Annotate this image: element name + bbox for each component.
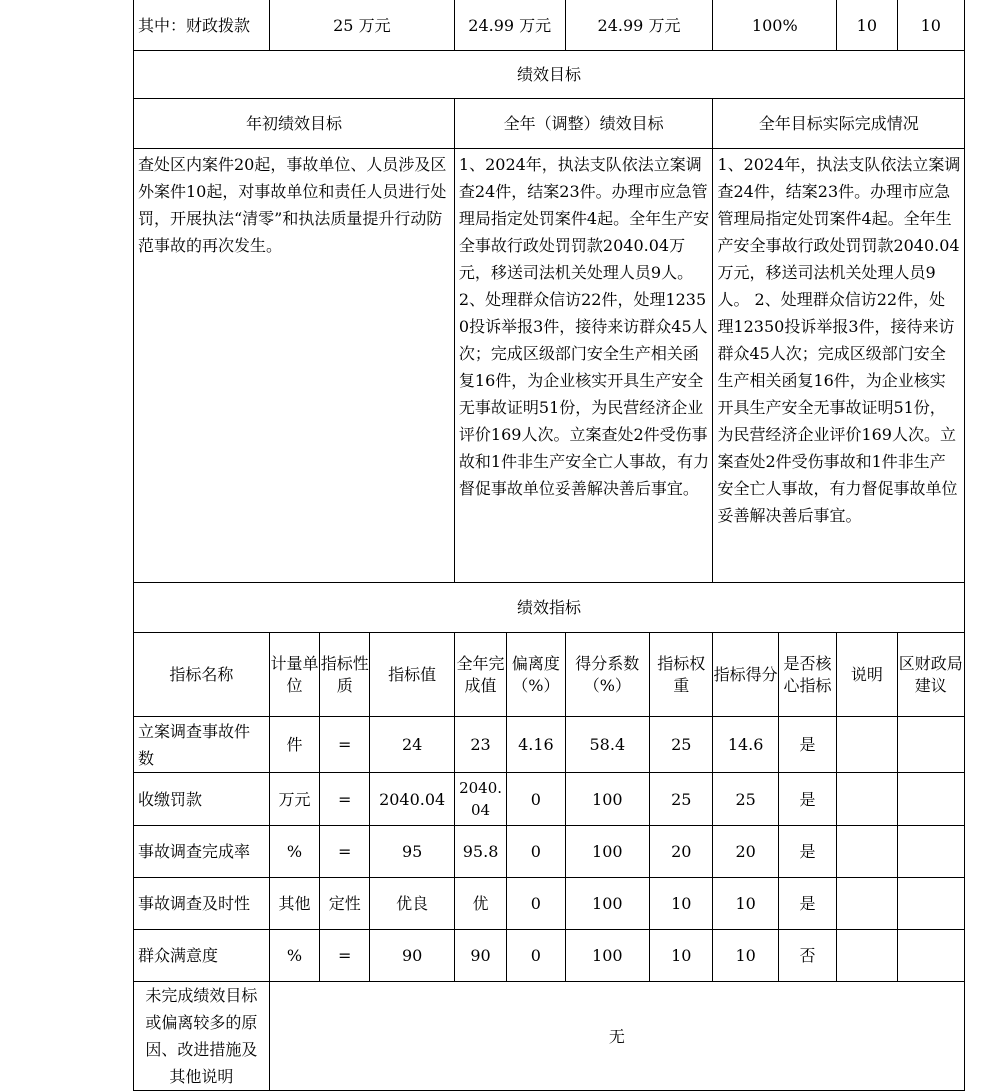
indicator-actual: 90 [454,930,506,982]
indicator-core: 是 [778,826,836,878]
indicator-core: 否 [778,930,836,982]
funding-budget: 25 万元 [269,0,454,51]
header-coef: 得分系数（%） [565,633,650,717]
indicator-deviation: 0 [507,878,565,930]
indicator-advice [897,773,964,826]
funding-label: 其中：财政拨款 [134,0,270,51]
funding-rate: 100% [713,0,837,51]
indicator-advice [897,826,964,878]
indicator-nature: = [320,717,370,773]
indicator-name: 立案调查事故件数 [134,717,270,773]
indicator-weight: 10 [650,930,713,982]
header-actual: 全年完成值 [454,633,506,717]
indicator-score: 10 [713,930,778,982]
header-nature: 指标性质 [320,633,370,717]
indicator-score: 20 [713,826,778,878]
indicator-actual: 2040.04 [454,773,506,826]
header-deviation: 偏离度（%） [507,633,565,717]
indicator-deviation: 0 [507,930,565,982]
indicator-weight: 25 [650,717,713,773]
goals-header-row [134,99,965,149]
table-row [134,717,965,773]
indicator-core: 是 [778,773,836,826]
indicator-coef: 100 [565,826,650,878]
indicator-nature: 定性 [320,878,370,930]
indicator-name: 事故调查及时性 [134,878,270,930]
indicator-coef: 100 [565,930,650,982]
indicator-note [837,826,897,878]
indicator-actual: 95.8 [454,826,506,878]
funding-adjusted: 24.99 万元 [454,0,565,51]
indicator-note [837,930,897,982]
indicator-target: 95 [370,826,455,878]
indicator-name: 群众满意度 [134,930,270,982]
indicator-coef: 58.4 [565,717,650,773]
indicator-score: 14.6 [713,717,778,773]
indicator-core: 是 [778,878,836,930]
indicator-note [837,717,897,773]
indicator-weight: 25 [650,773,713,826]
indicator-actual: 23 [454,717,506,773]
indicator-core: 是 [778,717,836,773]
funding-weight: 10 [837,0,897,51]
indicator-note [837,878,897,930]
indicator-weight: 20 [650,826,713,878]
indicator-target: 2040.04 [370,773,455,826]
header-score: 指标得分 [713,633,778,717]
indicator-advice [897,717,964,773]
header-advice: 区财政局建议 [897,633,964,717]
indicator-nature: = [320,930,370,982]
indicators-header-row [134,633,965,717]
indicator-advice [897,930,964,982]
goals-col-adjusted: 全年（调整）绩效目标 [454,99,713,149]
indicator-target: 24 [370,717,455,773]
performance-table [133,0,965,1091]
indicator-unit: 件 [269,717,319,773]
indicator-target: 优良 [370,878,455,930]
indicator-unit: 其他 [269,878,319,930]
indicator-deviation: 0 [507,773,565,826]
indicator-deviation: 4.16 [507,717,565,773]
indicator-unit: 万元 [269,773,319,826]
indicator-score: 10 [713,878,778,930]
indicators-section-title: 绩效指标 [134,583,965,633]
indicator-unit: % [269,826,319,878]
footer-value: 无 [269,982,964,1091]
indicator-actual: 优 [454,878,506,930]
indicator-coef: 100 [565,878,650,930]
indicator-nature: = [320,826,370,878]
indicator-coef: 100 [565,773,650,826]
funding-executed: 24.99 万元 [565,0,713,51]
header-core: 是否核心指标 [778,633,836,717]
table-row [134,773,965,826]
indicator-weight: 10 [650,878,713,930]
indicator-name: 事故调查完成率 [134,826,270,878]
footer-row [134,982,965,1091]
goals-adjusted-text: 1、2024年，执法支队依法立案调查24件，结案23件。办理市应急管理局指定处罚案件4起。全年生产安全事故行政处罚罚款2040.04万元，移送司法机关处理人员9人。 2、处理群众信访22件，处理12350投诉举报3件，接待来访群众45人次；完成区级部门安全生产相关函复16件，为企业核实开具生产安全无事故证明51份，为民营经济企业评价169人次。立案查处2件受伤事故和1件非生产安全亡人事故，有力督促事故单位妥善解决善后事宜。 [454,149,713,583]
table-row [134,826,965,878]
goals-initial-text: 查处区内案件20起，事故单位、人员涉及区外案件10起，对事故单位和责任人员进行处罚，开展执法“清零”和执法质量提升行动防范事故的再次发生。 [134,149,455,583]
indicator-deviation: 0 [507,826,565,878]
header-weight: 指标权重 [650,633,713,717]
header-note: 说明 [837,633,897,717]
indicator-target: 90 [370,930,455,982]
goals-col-actual: 全年目标实际完成情况 [713,99,965,149]
table-row [134,878,965,930]
indicator-advice [897,878,964,930]
header-unit: 计量单位 [269,633,319,717]
indicator-nature: = [320,773,370,826]
indicator-unit: % [269,930,319,982]
footer-label: 未完成绩效目标或偏离较多的原因、改进措施及其他说明 [134,982,270,1091]
goals-section-title: 绩效目标 [134,51,965,99]
indicator-score: 25 [713,773,778,826]
goals-content-row [134,149,965,583]
funding-row [134,0,965,51]
table-row [134,930,965,982]
indicator-note [837,773,897,826]
goals-col-initial: 年初绩效目标 [134,99,455,149]
funding-score: 10 [897,0,964,51]
header-target: 指标值 [370,633,455,717]
indicator-name: 收缴罚款 [134,773,270,826]
header-name: 指标名称 [134,633,270,717]
goals-actual-text: 1、2024年，执法支队依法立案调查24件，结案23件。办理市应急管理局指定处罚案件4起。全年生产安全事故行政处罚罚款2040.04万元，移送司法机关处理人员9人。 2、处理群众信访22件，处理12350投诉举报3件，接待来访群众45人次；完成区级部门安全生产相关函复16件，为企业核实开具生产安全无事故证明51份，为民营经济企业评价169人次。立案查处2件受伤事故和1件非生产安全亡人事故，有力督促事故单位妥善解决善后事宜。 [713,149,965,583]
